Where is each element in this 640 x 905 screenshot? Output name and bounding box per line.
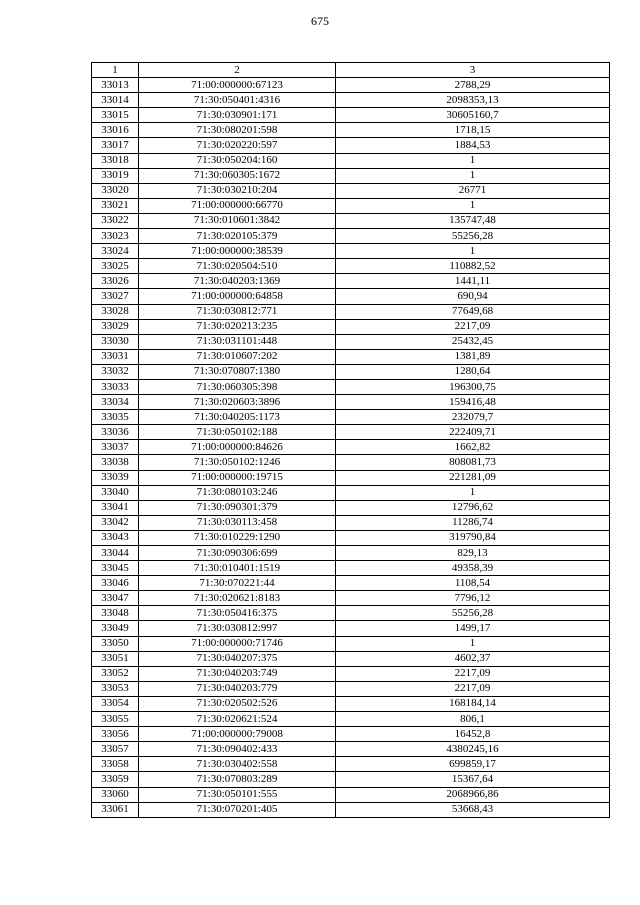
column-header-2: 2 — [139, 63, 336, 78]
value-cell: 135747,48 — [336, 213, 610, 228]
cadastral-number-cell: 71:00:000000:64858 — [139, 289, 336, 304]
table-header-row — [92, 63, 610, 78]
row-number-cell: 33054 — [92, 696, 139, 711]
row-number-cell: 33059 — [92, 772, 139, 787]
cadastral-number-cell: 71:30:040203:1369 — [139, 274, 336, 289]
table-row — [92, 485, 610, 500]
table-row — [92, 213, 610, 228]
row-number-cell: 33038 — [92, 455, 139, 470]
cadastral-number-cell: 71:30:090301:379 — [139, 500, 336, 515]
row-number-cell: 33018 — [92, 153, 139, 168]
table-row — [92, 772, 610, 787]
row-number-cell: 33047 — [92, 591, 139, 606]
cadastral-number-cell: 71:30:050101:555 — [139, 787, 336, 802]
column-header-3: 3 — [336, 63, 610, 78]
cadastral-number-cell: 71:00:000000:84626 — [139, 440, 336, 455]
table-row — [92, 304, 610, 319]
table-row — [92, 530, 610, 545]
cadastral-number-cell: 71:00:000000:71746 — [139, 636, 336, 651]
table-row — [92, 470, 610, 485]
row-number-cell: 33016 — [92, 123, 139, 138]
value-cell: 806,1 — [336, 712, 610, 727]
cadastral-number-cell: 71:30:010607:202 — [139, 349, 336, 364]
row-number-cell: 33023 — [92, 229, 139, 244]
cadastral-number-cell: 71:30:060305:1672 — [139, 168, 336, 183]
cadastral-number-cell: 71:30:030210:204 — [139, 183, 336, 198]
row-number-cell: 33020 — [92, 183, 139, 198]
value-cell: 2098353,13 — [336, 93, 610, 108]
row-number-cell: 33032 — [92, 364, 139, 379]
table-row — [92, 334, 610, 349]
table-row — [92, 319, 610, 334]
row-number-cell: 33037 — [92, 440, 139, 455]
cadastral-number-cell: 71:30:070803:289 — [139, 772, 336, 787]
row-number-cell: 33043 — [92, 530, 139, 545]
value-cell: 7796,12 — [336, 591, 610, 606]
value-cell: 49358,39 — [336, 561, 610, 576]
row-number-cell: 33026 — [92, 274, 139, 289]
row-number-cell: 33042 — [92, 515, 139, 530]
value-cell: 4380245,16 — [336, 742, 610, 757]
table-row — [92, 681, 610, 696]
table-row — [92, 78, 610, 93]
cadastral-number-cell: 71:30:050102:188 — [139, 425, 336, 440]
value-cell: 168184,14 — [336, 696, 610, 711]
column-header-1: 1 — [92, 63, 139, 78]
row-number-cell: 33014 — [92, 93, 139, 108]
row-number-cell: 33017 — [92, 138, 139, 153]
cadastral-number-cell: 71:30:040207:375 — [139, 651, 336, 666]
row-number-cell: 33057 — [92, 742, 139, 757]
value-cell: 53668,43 — [336, 802, 610, 817]
value-cell: 1499,17 — [336, 621, 610, 636]
cadastral-number-cell: 71:30:030113:458 — [139, 515, 336, 530]
cadastral-number-cell: 71:00:000000:38539 — [139, 244, 336, 259]
table-row — [92, 244, 610, 259]
row-number-cell: 33013 — [92, 78, 139, 93]
table-row — [92, 591, 610, 606]
row-number-cell: 33045 — [92, 561, 139, 576]
cadastral-number-cell: 71:30:010601:3842 — [139, 213, 336, 228]
value-cell: 11286,74 — [336, 515, 610, 530]
table-row — [92, 696, 610, 711]
value-cell: 4602,37 — [336, 651, 610, 666]
table-row — [92, 425, 610, 440]
table-row — [92, 712, 610, 727]
table-row — [92, 455, 610, 470]
value-cell: 808081,73 — [336, 455, 610, 470]
table-row — [92, 410, 610, 425]
table-row — [92, 787, 610, 802]
cadastral-number-cell: 71:30:060305:398 — [139, 379, 336, 394]
value-cell: 1 — [336, 153, 610, 168]
cadastral-number-cell: 71:30:020504:510 — [139, 259, 336, 274]
row-number-cell: 33031 — [92, 349, 139, 364]
table-row — [92, 802, 610, 817]
cadastral-number-cell: 71:00:000000:66770 — [139, 198, 336, 213]
value-cell: 110882,52 — [336, 259, 610, 274]
value-cell: 159416,48 — [336, 395, 610, 410]
row-number-cell: 33034 — [92, 395, 139, 410]
table-row — [92, 606, 610, 621]
value-cell: 1108,54 — [336, 576, 610, 591]
cadastral-number-cell: 71:30:050416:375 — [139, 606, 336, 621]
value-cell: 55256,28 — [336, 606, 610, 621]
row-number-cell: 33050 — [92, 636, 139, 651]
value-cell: 2217,09 — [336, 319, 610, 334]
row-number-cell: 33027 — [92, 289, 139, 304]
cadastral-number-cell: 71:30:010401:1519 — [139, 561, 336, 576]
cadastral-number-cell: 71:30:010229:1290 — [139, 530, 336, 545]
value-cell: 1 — [336, 485, 610, 500]
cadastral-number-cell: 71:30:030402:558 — [139, 757, 336, 772]
row-number-cell: 33019 — [92, 168, 139, 183]
row-number-cell: 33049 — [92, 621, 139, 636]
row-number-cell: 33041 — [92, 500, 139, 515]
table-row — [92, 259, 610, 274]
row-number-cell: 33046 — [92, 576, 139, 591]
table-row — [92, 379, 610, 394]
cadastral-number-cell: 71:30:090306:699 — [139, 546, 336, 561]
row-number-cell: 33028 — [92, 304, 139, 319]
cadastral-number-cell: 71:30:020502:526 — [139, 696, 336, 711]
value-cell: 1718,15 — [336, 123, 610, 138]
value-cell: 26771 — [336, 183, 610, 198]
value-cell: 196300,75 — [336, 379, 610, 394]
row-number-cell: 33022 — [92, 213, 139, 228]
cadastral-number-cell: 71:30:040205:1173 — [139, 410, 336, 425]
cadastral-number-cell: 71:30:080201:598 — [139, 123, 336, 138]
value-cell: 55256,28 — [336, 229, 610, 244]
table-row — [92, 229, 610, 244]
value-cell: 699859,17 — [336, 757, 610, 772]
cadastral-number-cell: 71:30:040203:749 — [139, 666, 336, 681]
cadastral-number-cell: 71:00:000000:67123 — [139, 78, 336, 93]
value-cell: 1 — [336, 244, 610, 259]
value-cell: 1381,89 — [336, 349, 610, 364]
table-row — [92, 621, 610, 636]
page-number: 675 — [311, 14, 329, 28]
table-row — [92, 515, 610, 530]
value-cell: 232079,7 — [336, 410, 610, 425]
row-number-cell: 33052 — [92, 666, 139, 681]
value-cell: 1 — [336, 168, 610, 183]
cadastral-number-cell: 71:30:090402:433 — [139, 742, 336, 757]
value-cell: 829,13 — [336, 546, 610, 561]
row-number-cell: 33021 — [92, 198, 139, 213]
table-row — [92, 364, 610, 379]
cadastral-number-cell: 71:30:020213:235 — [139, 319, 336, 334]
table-row — [92, 183, 610, 198]
value-cell: 30605160,7 — [336, 108, 610, 123]
row-number-cell: 33051 — [92, 651, 139, 666]
cadastral-number-cell: 71:30:020105:379 — [139, 229, 336, 244]
table-row — [92, 666, 610, 681]
value-cell: 25432,45 — [336, 334, 610, 349]
table-row — [92, 108, 610, 123]
table-row — [92, 500, 610, 515]
row-number-cell: 33044 — [92, 546, 139, 561]
cadastral-number-cell: 71:00:000000:19715 — [139, 470, 336, 485]
value-cell: 15367,64 — [336, 772, 610, 787]
table-row — [92, 576, 610, 591]
table-row — [92, 636, 610, 651]
value-cell: 12796,62 — [336, 500, 610, 515]
row-number-cell: 33030 — [92, 334, 139, 349]
cadastral-number-cell: 71:30:050401:4316 — [139, 93, 336, 108]
value-cell: 2788,29 — [336, 78, 610, 93]
value-cell: 1662,82 — [336, 440, 610, 455]
table-row — [92, 349, 610, 364]
value-cell: 690,94 — [336, 289, 610, 304]
value-cell: 1441,11 — [336, 274, 610, 289]
table-row — [92, 395, 610, 410]
value-cell: 319790,84 — [336, 530, 610, 545]
row-number-cell: 33024 — [92, 244, 139, 259]
table-row — [92, 93, 610, 108]
cadastral-number-cell: 71:30:031101:448 — [139, 334, 336, 349]
row-number-cell: 33025 — [92, 259, 139, 274]
table-row — [92, 289, 610, 304]
row-number-cell: 33036 — [92, 425, 139, 440]
table-row — [92, 198, 610, 213]
cadastral-number-cell: 71:30:020220:597 — [139, 138, 336, 153]
cadastral-number-cell: 71:30:020603:3896 — [139, 395, 336, 410]
value-cell: 1884,53 — [336, 138, 610, 153]
table-row — [92, 561, 610, 576]
value-cell: 2217,09 — [336, 681, 610, 696]
row-number-cell: 33060 — [92, 787, 139, 802]
cadastral-table — [91, 62, 610, 818]
cadastral-number-cell: 71:30:070221:44 — [139, 576, 336, 591]
table-row — [92, 651, 610, 666]
row-number-cell: 33053 — [92, 681, 139, 696]
value-cell: 2068966,86 — [336, 787, 610, 802]
cadastral-number-cell: 71:30:030901:171 — [139, 108, 336, 123]
table-row — [92, 727, 610, 742]
cadastral-number-cell: 71:30:040203:779 — [139, 681, 336, 696]
cadastral-number-cell: 71:30:050102:1246 — [139, 455, 336, 470]
row-number-cell: 33048 — [92, 606, 139, 621]
row-number-cell: 33055 — [92, 712, 139, 727]
value-cell: 77649,68 — [336, 304, 610, 319]
table-row — [92, 138, 610, 153]
value-cell: 1 — [336, 198, 610, 213]
value-cell: 1280,64 — [336, 364, 610, 379]
table-row — [92, 440, 610, 455]
row-number-cell: 33040 — [92, 485, 139, 500]
value-cell: 16452,8 — [336, 727, 610, 742]
table-row — [92, 274, 610, 289]
cadastral-number-cell: 71:30:020621:8183 — [139, 591, 336, 606]
row-number-cell: 33056 — [92, 727, 139, 742]
table-row — [92, 123, 610, 138]
value-cell: 2217,09 — [336, 666, 610, 681]
cadastral-number-cell: 71:30:030812:771 — [139, 304, 336, 319]
row-number-cell: 33029 — [92, 319, 139, 334]
cadastral-number-cell: 71:30:030812:997 — [139, 621, 336, 636]
table-body — [92, 78, 610, 818]
value-cell: 222409,71 — [336, 425, 610, 440]
table-row — [92, 153, 610, 168]
cadastral-number-cell: 71:30:070807:1380 — [139, 364, 336, 379]
table-row — [92, 742, 610, 757]
value-cell: 221281,09 — [336, 470, 610, 485]
table-row — [92, 546, 610, 561]
cadastral-number-cell: 71:30:070201:405 — [139, 802, 336, 817]
value-cell: 1 — [336, 636, 610, 651]
row-number-cell: 33015 — [92, 108, 139, 123]
row-number-cell: 33039 — [92, 470, 139, 485]
cadastral-number-cell: 71:00:000000:79008 — [139, 727, 336, 742]
table-row — [92, 757, 610, 772]
row-number-cell: 33035 — [92, 410, 139, 425]
row-number-cell: 33061 — [92, 802, 139, 817]
cadastral-number-cell: 71:30:080103:246 — [139, 485, 336, 500]
cadastral-number-cell: 71:30:050204:160 — [139, 153, 336, 168]
table-row — [92, 168, 610, 183]
cadastral-number-cell: 71:30:020621:524 — [139, 712, 336, 727]
row-number-cell: 33058 — [92, 757, 139, 772]
row-number-cell: 33033 — [92, 379, 139, 394]
